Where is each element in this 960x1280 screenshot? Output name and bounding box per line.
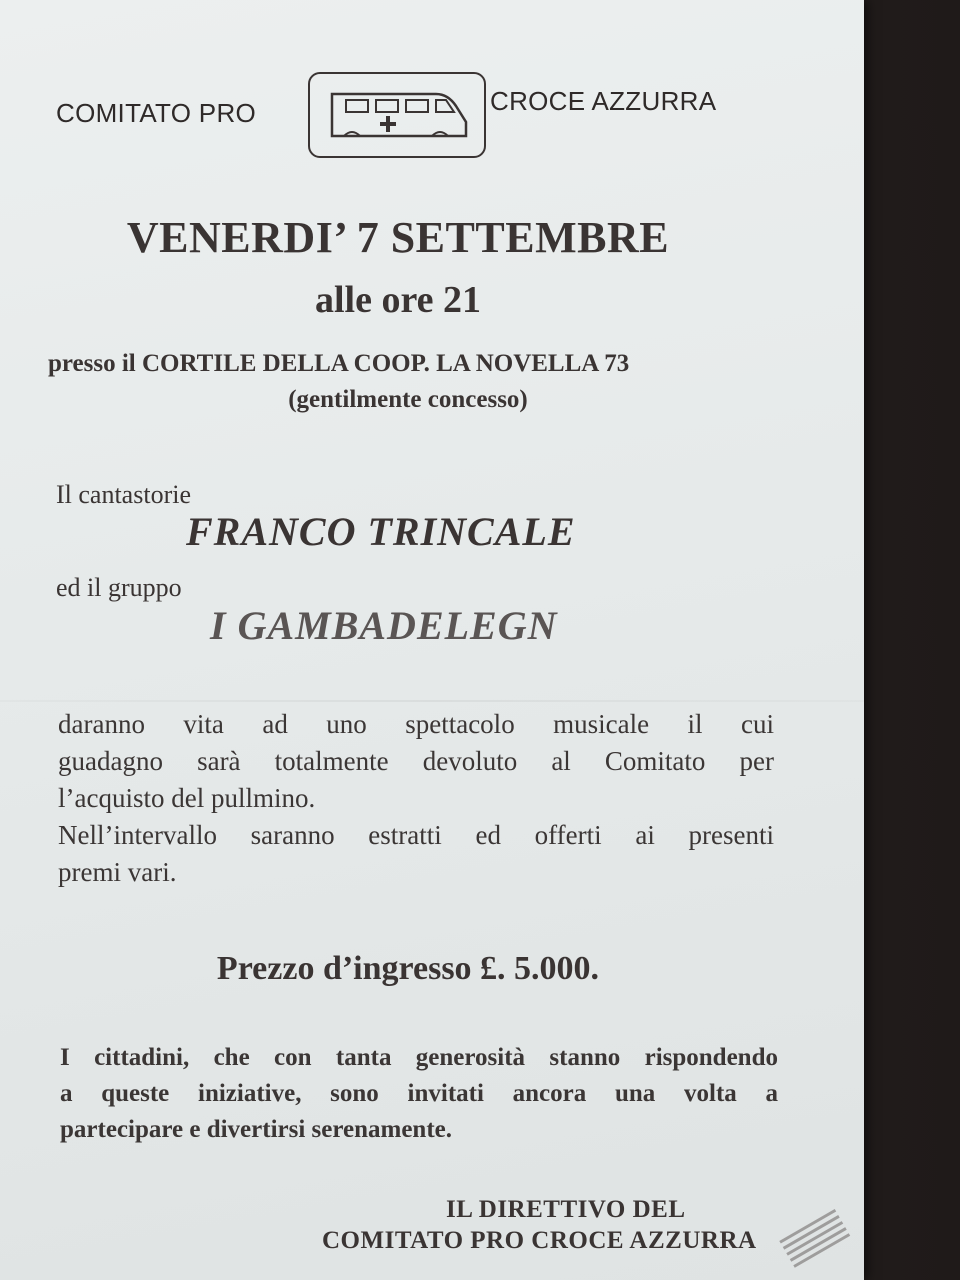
- performer-intro-2: ed il gruppo: [56, 573, 182, 602]
- description-line: l’acquisto del pullmino.: [58, 783, 316, 813]
- invitation-line: a queste iniziative, sono invitati ancora una volta a: [60, 1080, 778, 1107]
- description-line: premi vari.: [58, 857, 177, 887]
- signature-line-2: COMITATO PRO CROCE AZZURRA: [322, 1227, 757, 1254]
- event-venue-note: (gentilmente concesso): [288, 386, 528, 413]
- invitation-text: [60, 1040, 778, 1148]
- entry-price: Prezzo d’ingresso £. 5.000.: [216, 950, 600, 987]
- signature-line-1: IL DIRETTIVO DEL: [446, 1196, 686, 1223]
- performer-name-2: I GAMBADELEGN: [210, 603, 558, 648]
- event-date: VENERDI’ 7 SETTEMBRE: [126, 213, 670, 262]
- event-time: alle ore 21: [314, 279, 482, 321]
- description-line: daranno vita ad uno spettacolo musicale il cui: [58, 709, 774, 739]
- description-line: guadagno sarà totalmente devoluto al Comitato per: [58, 746, 774, 776]
- header-left-text: COMITATO PRO: [56, 98, 257, 128]
- description-line: Nell’intervallo saranno estratti ed offerti ai presenti: [58, 820, 774, 850]
- paper-fold: [0, 700, 864, 702]
- performer-name-1: FRANCO TRINCALE: [186, 509, 576, 554]
- official-stamp: [777, 1205, 858, 1280]
- performer-intro-1: Il cantastorie: [56, 480, 191, 509]
- ambulance-icon: [308, 72, 486, 158]
- invitation-line: I cittadini, che con tanta generosità stanno rispondendo: [60, 1044, 778, 1071]
- header-right-text: CROCE AZZURRA: [490, 86, 717, 116]
- event-venue: presso il CORTILE DELLA COOP. LA NOVELLA 73: [48, 350, 630, 377]
- event-description: [58, 706, 774, 891]
- invitation-line: partecipare e divertirsi serenamente.: [60, 1116, 453, 1143]
